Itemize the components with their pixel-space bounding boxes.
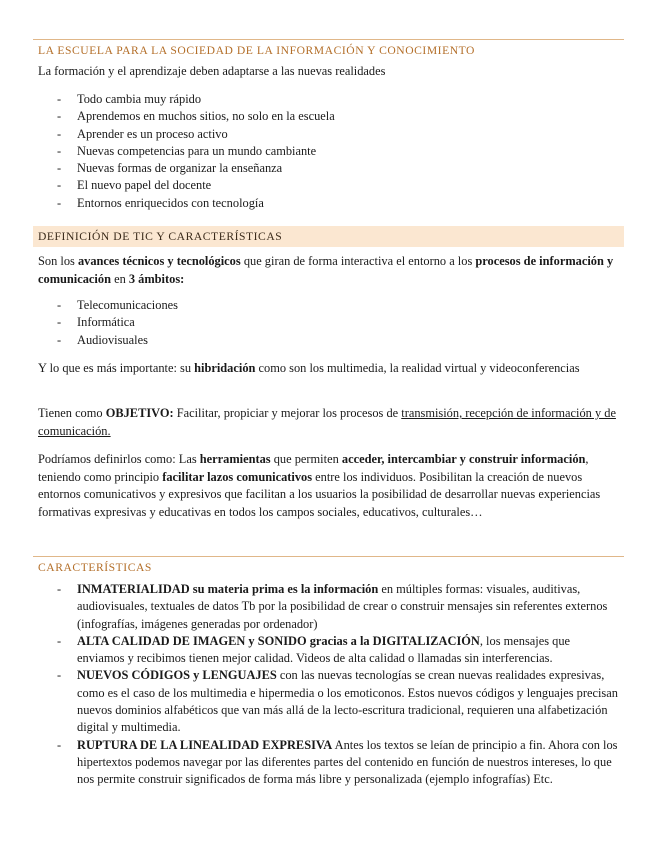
ambitos-list — [38, 297, 618, 349]
section-heading-tic: DEFINICIÓN DE TIC Y CARACTERÍSTICAS — [33, 226, 624, 247]
list-item: - Todo cambia muy rápido — [38, 91, 618, 108]
list-item: - Audiovisuales — [38, 332, 618, 349]
herramientas-paragraph: Podríamos definirlos como: Las herramientas que permiten acceder, intercambiar y construir información, teniendo como principio facilitar lazos comunicativos entre los individuos. Posibilitan la creación de nuevos entornos comunicativos y expresivos que facilitan a los usuarios la posibilidad de desarrollar nuevas experiencias formativas expresivas y educativas en todos los campos sociales, educativos, culturales… — [38, 452, 601, 519]
list-item: - Aprendemos en muchos sitios, no solo en la escuela — [38, 108, 618, 125]
list-item: - RUPTURA DE LA LINEALIDAD EXPRESIVA Antes los textos se leían de principio a fin. Ahora con los hipertextos podemos navegar por las diferentes partes del contenido en función de nuestros intereses, lo que nos permite construir significados de forma más libre y personalizada (ejemplo infografías) Etc. — [38, 737, 620, 789]
list-item: - Nuevas competencias para un mundo cambiante — [38, 143, 618, 160]
hibridacion-paragraph: Y lo que es más importante: su hibridación como son los multimedia, la realidad virtual y videoconferencias — [38, 361, 580, 375]
list-item: - Nuevas formas de organizar la enseñanza — [38, 160, 618, 177]
objetivo-paragraph: Tienen como OBJETIVO: Facilitar, propiciar y mejorar los procesos de transmisión, recepción de información y de comunicación. — [38, 406, 616, 438]
list-item: - INMATERIALIDAD su materia prima es la información en múltiples formas: visuales, auditivas, audiovisuales, textuales de datos Tb por la posibilidad de crear o construir mensajes sin referentes externos (infografías, imágenes generadas por ordenador) — [38, 581, 620, 633]
list-item: - Aprender es un proceso activo — [38, 126, 618, 143]
list-item: - El nuevo papel del docente — [38, 177, 618, 194]
escuela-list — [38, 91, 618, 212]
section-heading-escuela: LA ESCUELA PARA LA SOCIEDAD DE LA INFORMACIÓN Y CONOCIMIENTO — [33, 39, 624, 60]
list-item: - NUEVOS CÓDIGOS y LENGUAJES con las nuevas tecnologías se crean nuevas realidades expresivas, como es el caso de los multimedia e hipermedia o los emoticonos. Estos nuevos códigos y lenguajes precisan nuevos dominios alfabéticos que van más allá de la lecto-escritura tradicional, requieren una alfabetización digital y multimedia. — [38, 667, 620, 736]
list-item: - Entornos enriquecidos con tecnología — [38, 195, 618, 212]
list-item: - Telecomunicaciones — [38, 297, 618, 314]
section-heading-caracteristicas: CARACTERÍSTICAS — [33, 556, 624, 577]
tic-definition-paragraph: Son los avances técnicos y tecnológicos que giran de forma interactiva el entorno a los procesos de información y comunicación en 3 ámbitos: — [38, 254, 614, 286]
intro-paragraph: La formación y el aprendizaje deben adaptarse a las nuevas realidades — [38, 64, 386, 78]
caracteristicas-list — [38, 581, 620, 789]
list-item: - Informática — [38, 314, 618, 331]
list-item: - ALTA CALIDAD DE IMAGEN y SONIDO gracias a la DIGITALIZACIÓN, los mensajes que enviamos y recibimos tienen mejor calidad. Videos de alta calidad o llamadas sin interferencias. — [38, 633, 620, 668]
